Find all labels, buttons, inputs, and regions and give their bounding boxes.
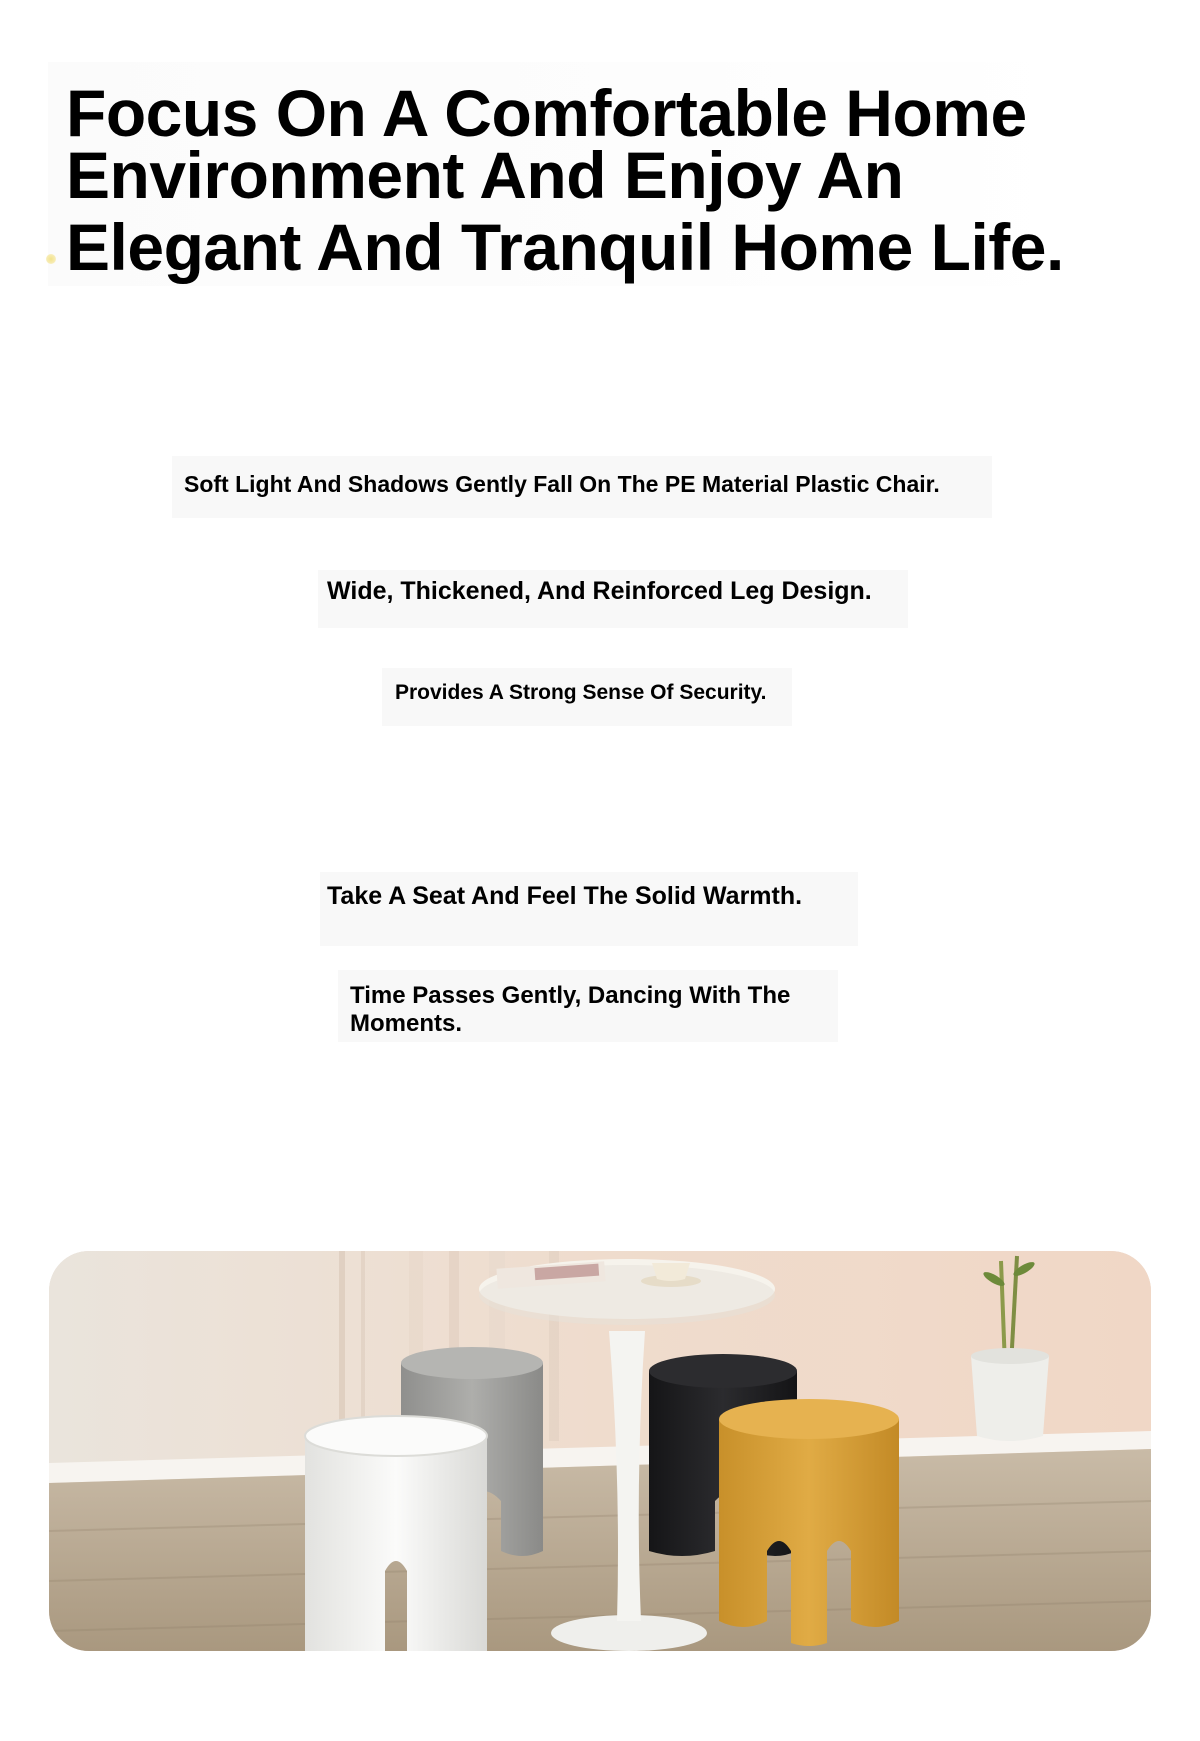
hero-title-line2: Environment And Enjoy An [66,138,904,212]
caption-5: Time Passes Gently, Dancing With The Moments. [350,982,791,1037]
room-scene-illustration [49,1251,1151,1651]
caption-1: Soft Light And Shadows Gently Fall On The PE Material Plastic Chair. [184,471,940,497]
decorative-dot [46,254,56,264]
hero-title-line3: Elegant And Tranquil Home Life. [66,210,1064,284]
caption-3: Provides A Strong Sense Of Security. [395,681,767,704]
hero-title [66,76,1126,284]
product-photo [49,1251,1151,1651]
caption-2: Wide, Thickened, And Reinforced Leg Design. [327,577,872,605]
hero-title-line1: Focus On A Comfortable Home [66,76,1027,150]
mustard-stool [719,1399,899,1646]
caption-4: Take A Seat And Feel The Solid Warmth. [327,882,803,910]
